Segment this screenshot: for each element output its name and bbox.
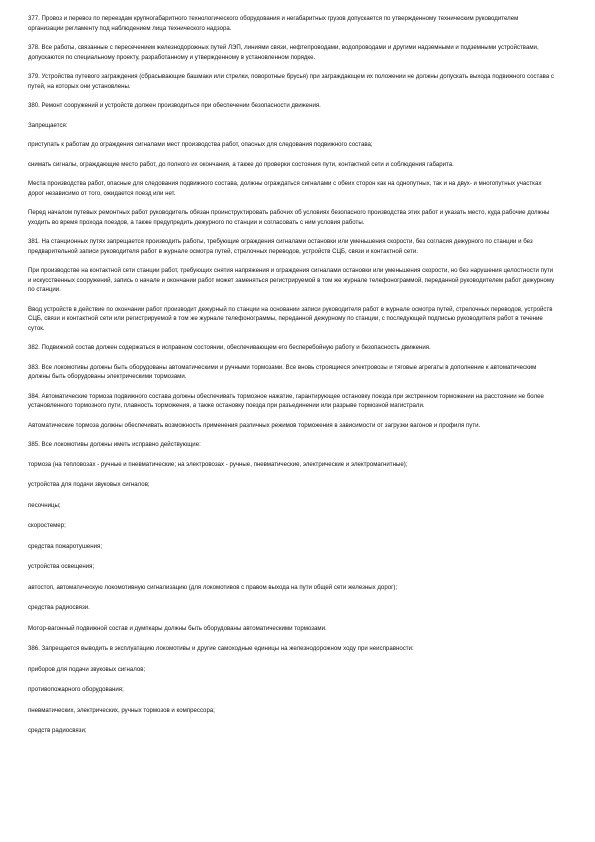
paragraph-377: 377. Провоз и перевоз по переездам крупногабаритного технологического оборудования и негабаритных грузов допускается по утвержденному техническим руководителем организации регламенту под наблюдением лица технического надзора. [28, 15, 519, 32]
paragraph-prohibited-item-2: снимать сигналы, ограждающие место работ, до полного их окончания, а также до проверки состояния пути, контактной сети и соблюдения габарита. [28, 160, 454, 168]
paragraph-382: 382. Подвижной состав должен содержаться в исправном состоянии, обеспечивающем его бесперебойную работу и безопасность движения. [28, 344, 431, 351]
list-item-lighting: устройства освещения; [28, 563, 95, 570]
list-item-sound-signals: устройства для подачи звуковых сигналов; [28, 481, 150, 488]
paragraph-378: 378. Все работы, связанные с пересечением железнодорожных путей ЛЭП, линиями связи, нефтепроводами, водопроводами и другими надземными и подземными устройствами, допускаются по специальному проекту, разработанному и утвержденному в установленном порядке. [28, 44, 539, 61]
list-item-fire-equipment: противопожарного оборудования; [28, 686, 124, 693]
list-item-autostop: автостоп, автоматическую локомотивную сигнализацию (для локомотивов с правом выхода на пути общей сети железных дорог); [28, 583, 398, 591]
list-item-sandboxes: песочницы; [28, 501, 61, 509]
paragraph-385: 385. Все локомотивы должны иметь исправно действующие: [28, 441, 201, 448]
paragraph-brake-modes: Автоматические тормоза должны обеспечивать возможность применения различных режимов торможения в зависимости от загрузки вагонов и профиля пути. [28, 421, 481, 429]
paragraph-track-work-briefing: Перед началом путевых ремонтных работ руководитель обязан проинструктировать рабочих об условиях безопасного производства этих работ и указать место, куда рабочие должны уходить во время прохода поездов, а также предупредить дежурного по станции и согласовать с ним условия работы. [28, 209, 550, 226]
paragraph-380: 380. Ремонт сооружений и устройств должен производиться при обеспечении безопасности движения. [28, 102, 321, 109]
paragraph-contact-network: При производстве на контактной сети станции работ, требующих снятия напряжения и ограждения сигналами остановки или уменьшения скорости, но без нарушения целостности пути и искусственных сооружений, запись о начале и окончании работ может заменяться регистрируемой в том же журнале телефонограммой, переданной руководителем работ дежурному по станции. [28, 267, 555, 293]
paragraph-386: 386. Запрещается выводить в эксплуатацию локомотивы и другие самоходные единицы на железнодорожном ходу при неисправности: [28, 645, 414, 652]
list-item-radio: средства радиосвязи. [28, 604, 90, 611]
list-item-brakes: тормоза (на тепловозах - ручные и пневматические; на электровозах - ручные, пневматические, электрические и электромагнитные); [28, 460, 408, 468]
paragraph-work-sites: Места производства работ, опасные для следования подвижного состава, должны ограждаться сигналами с обеих сторон как на однопутных, так и на двух- и многопутных участках дорог независимо от того, ожидается поезд или нет. [28, 180, 542, 197]
paragraph-379: 379. Устройства путевого заграждения (сбрасывающие башмаки или стрелки, поворотные брусья) при заграждающем их положении не должны допускать выхода подвижного состава с путей, на которых они установлены. [28, 73, 554, 90]
list-item-brakes-compressor: пневматических, электрических, ручных тормозов и компрессора; [28, 706, 215, 714]
paragraph-383: 383. Все локомотивы должны быть оборудованы автоматическими и ручными тормозами. Все вновь строящиеся электровозы и тяговые агрегаты в дополнение к автоматическим должны быть оборудованы электрическими тормозами. [28, 363, 537, 380]
paragraph-384: 384. Автоматические тормоза подвижного состава должны обеспечивать тормозное нажатие, гарантирующее остановку поезда при экстренном торможении на расстоянии не более установленного тормозного пути, плавность торможения, а также остановку поезда при разъединении или разрыве тормозной магистрали. [28, 392, 544, 409]
list-item-fire-extinguishing: средства пожаротушения; [28, 542, 103, 550]
paragraph-prohibited-heading: Запрещается: [28, 121, 68, 129]
list-item-radio-means: средств радиосвязи; [28, 727, 87, 734]
list-item-sound-devices: приборов для подачи звуковых сигналов; [28, 665, 146, 673]
list-item-speedometer: скоростемер; [28, 522, 66, 529]
paragraph-381: 381. На станционных путях запрещается производить работы, требующие ограждения сигналами остановки или уменьшения скорости, без согласия дежурного по станции и без предварительной записи руководителя работ в журнале осмотра путей, стрелочных переводов, устройств СЦБ, связи и контактной сети. [28, 238, 533, 255]
paragraph-device-activation: Ввод устройств в действие по окончании работ производит дежурный по станции на основании записи руководителя работ в журнале осмотра путей, стрелочных переводов, устройств СЦБ, связи и контактной сети или регистрируемой в том же журнале телефонограммы, переданной дежурному по станции, с последующей подписью руководителя работ в течение суток. [28, 305, 553, 332]
paragraph-prohibited-item-1: приступать к работам до ограждения сигналами мест производства работ, опасных для следования подвижного состава; [28, 141, 373, 148]
paragraph-motor-wagon: Мотор-вагонный подвижной состав и думпкары должны быть оборудованы автоматическими тормозами. [28, 624, 327, 632]
